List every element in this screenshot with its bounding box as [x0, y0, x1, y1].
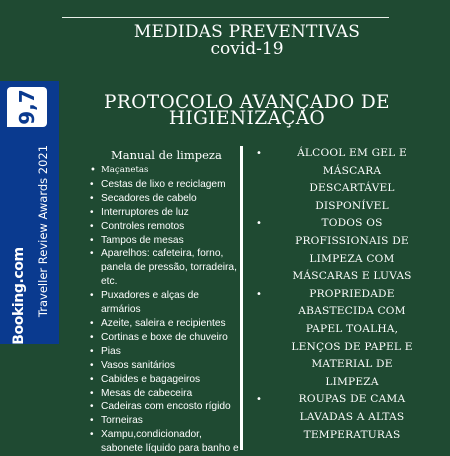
measure-line: LIMPEZA COM: [309, 252, 395, 265]
measure-line: MÁSCARA: [322, 164, 382, 177]
award-caption: [32, 121, 54, 341]
measure-line: LAVADAS A ALTAS: [299, 410, 405, 423]
measures-list: [246, 145, 450, 444]
top-divider: [62, 17, 389, 18]
booking-logo: [4, 236, 34, 345]
manual-list-item: • Xampu,condicionador, sabonete líquido para banho e: [90, 428, 240, 456]
title-covid: covid-19: [210, 39, 284, 59]
measure-line: LENÇOS DE PAPEL E: [291, 340, 413, 353]
manual-list-item: • Interruptores de luz: [90, 206, 240, 220]
manual-list-item: • Torneiras: [90, 414, 240, 428]
manual-list-item: • Mesas de cabeceira: [90, 387, 240, 401]
manual-list-item: • Cortinas e boxe de chuveiro: [90, 331, 240, 345]
manual-list-item: • Cabides e bagageiros: [90, 373, 240, 387]
measure-line: • PROPRIEDADE: [309, 287, 395, 300]
measure-line: TEMPERATURAS: [303, 428, 401, 441]
manual-list-item: • Controles remotos: [90, 220, 240, 234]
cleaning-manual-title: Manual de limpeza: [111, 148, 222, 162]
manual-list-item: • Cestas de lixo e reciclagem: [90, 178, 240, 192]
manual-list-item: • Maçanetas: [90, 164, 240, 178]
cleaning-manual-list: [90, 164, 240, 456]
manual-list-item: • Azeite, saleira e recipientes: [90, 317, 240, 331]
measure-line: • ÁLCOOL EM GEL E: [297, 147, 407, 159]
protocol-title-line2: HIGIENIZAÇÃO: [168, 108, 326, 129]
measure-item: [246, 391, 450, 444]
title-preventive-measures: MEDIDAS PREVENTIVAS: [133, 22, 361, 42]
measure-item: [246, 145, 450, 215]
measure-line: PROFISSIONAIS DE: [295, 234, 409, 247]
manual-list-item: • Puxadores e alças de armários: [90, 289, 240, 317]
manual-list-item: • Tampos de mesas: [90, 234, 240, 248]
measure-line: DESCARTÁVEL: [309, 182, 395, 195]
measure-line: ABASTECIDA COM: [298, 305, 406, 318]
protocol-title-line1: PROTOCOLO AVANÇADO DE: [104, 92, 390, 113]
measure-item: [246, 215, 450, 285]
booking-logo-text: Booking.com: [11, 247, 27, 345]
measure-line: • ROUPAS DE CAMA: [298, 393, 406, 406]
booking-award-badge: [0, 81, 59, 344]
manual-list-item: • Aparelhos: cafeteira, forno, panela de pressão, torradeira, etc.: [90, 247, 240, 289]
measure-line: • TODOS OS: [321, 217, 383, 230]
award-caption-text: Traveller Review Awards 2021: [36, 144, 50, 318]
manual-list-item: • Pias: [90, 345, 240, 359]
review-score-value: 9,7: [15, 89, 39, 125]
manual-list-item: • Vasos sanitários: [90, 359, 240, 373]
measure-line: LIMPEZA: [325, 375, 379, 388]
measure-item: [246, 286, 450, 392]
measure-line: DISPONÍVEL: [315, 199, 389, 212]
manual-list-item: • Secadores de cabelo: [90, 192, 240, 206]
measure-line: PAPEL TOALHA,: [305, 322, 399, 335]
column-divider: [240, 146, 243, 450]
measure-line: MATERIAL DE: [311, 358, 393, 371]
manual-list-item: • Cadeiras com encosto rígido: [90, 400, 240, 414]
measure-line: MÁSCARAS E LUVAS: [292, 270, 412, 283]
